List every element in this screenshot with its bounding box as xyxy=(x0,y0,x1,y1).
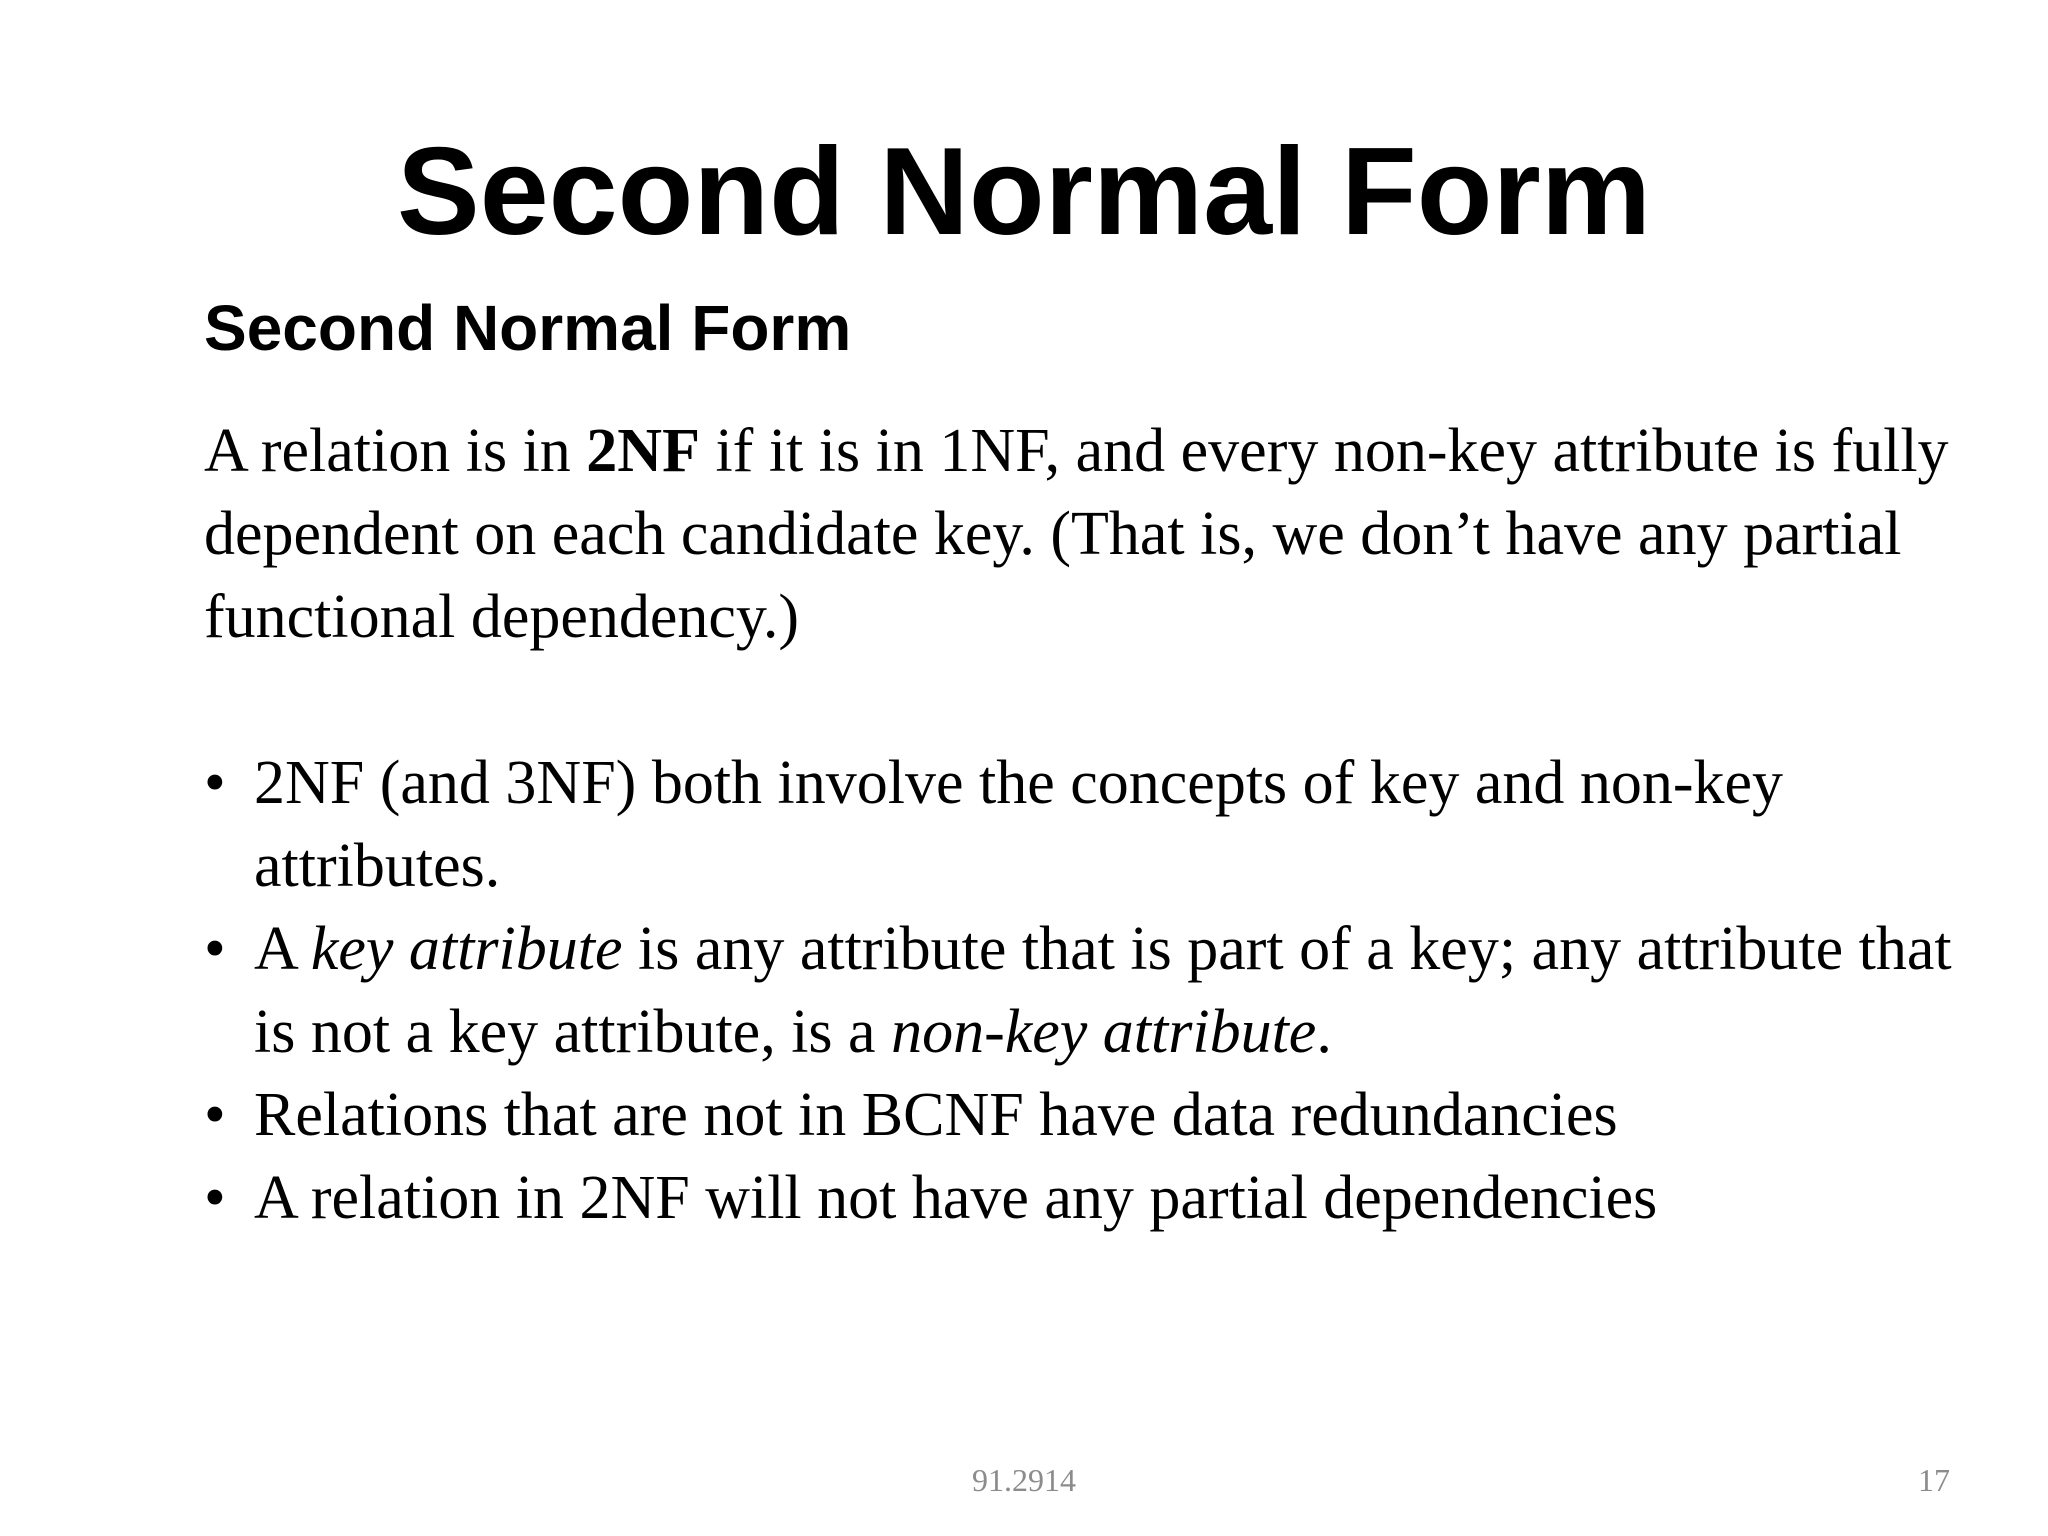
definition-text-1: A relation is in xyxy=(204,417,587,485)
footer-page-number: 17 xyxy=(1918,1462,1950,1498)
bullet-text: 2NF (and 3NF) both involve the concepts of key and non-key attributes. xyxy=(254,749,1784,900)
bullet-item-2 xyxy=(204,908,1964,1074)
slide-body xyxy=(204,410,1964,1240)
bullet-item-1 xyxy=(204,742,1964,908)
slide-subtitle: Second Normal Form xyxy=(204,292,852,364)
bullet-text: A relation in 2NF will not have any partial dependencies xyxy=(254,1164,1658,1232)
slide-title: Second Normal Form xyxy=(397,123,1651,261)
italic-key-attribute: key attribute xyxy=(310,915,623,983)
bullet-text-post: . xyxy=(1316,998,1332,1066)
bullet-dot: • xyxy=(204,1081,226,1149)
footer-course-code: 91.2914 xyxy=(972,1462,1076,1498)
bullet-text: Relations that are not in BCNF have data redundancies xyxy=(254,1081,1618,1149)
bullet-dot: • xyxy=(204,749,226,817)
definition-bold-2nf: 2NF xyxy=(586,417,700,485)
paragraph-spacer xyxy=(204,659,1964,742)
bullet-item-3 xyxy=(204,1074,1964,1157)
bullet-dot: • xyxy=(204,1164,226,1232)
bullet-item-4 xyxy=(204,1157,1964,1240)
bullet-text-mid: is any attribute that is part of a key; any attribute that is not a key attribute, is a xyxy=(254,915,1952,1066)
definition-text-2: if it is in 1NF, and every non-key attribute is fully dependent on each candidate key. (That is, we don’t have any partial functional dependency.) xyxy=(204,417,1949,651)
bullet-dot: • xyxy=(204,915,226,983)
italic-non-key-attribute: non-key attribute xyxy=(891,998,1317,1066)
definition-paragraph xyxy=(204,410,1964,659)
bullet-text-pre: A xyxy=(254,915,311,983)
